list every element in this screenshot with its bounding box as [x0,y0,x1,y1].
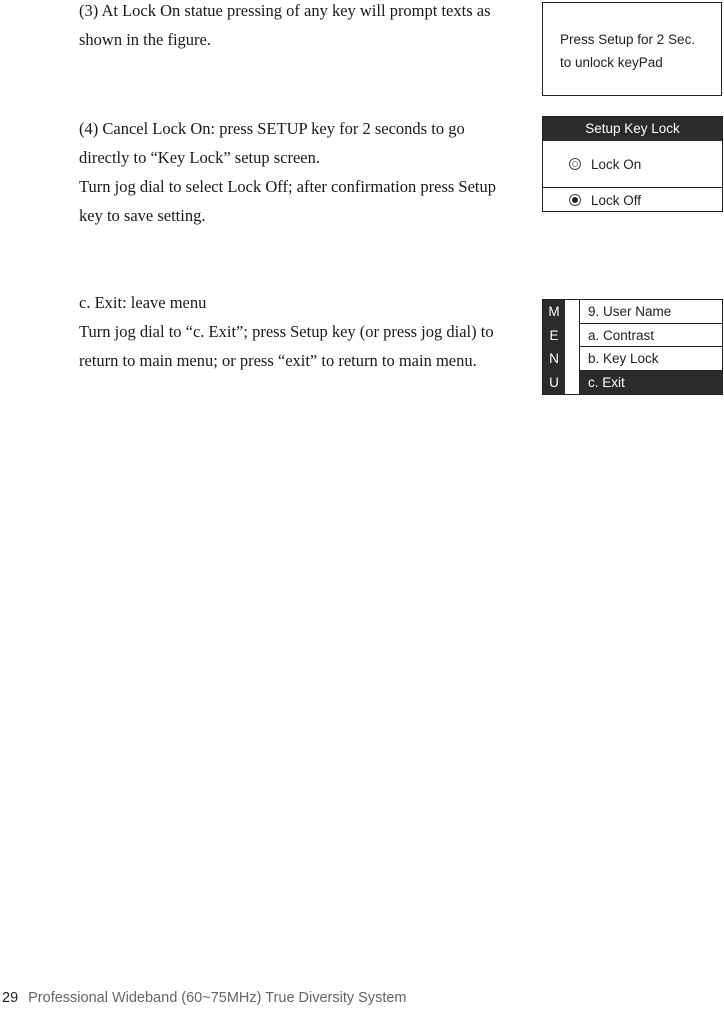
menu-letter: M [548,304,560,319]
lock-on-paragraph [79,0,519,54]
text-line: return to main menu; or press “exit” to return to main menu. [79,351,477,370]
option-label: Lock Off [591,192,642,208]
lock-off-option[interactable] [543,187,722,212]
radio-unselected-icon [569,158,581,170]
text-line: (3) At Lock On statue pressing of any key will prompt texts as [79,1,491,20]
menu-letter: E [549,327,559,343]
menu-divider [565,300,580,394]
exit-paragraph [79,288,519,375]
menu-list [580,300,722,394]
text-line: key to save setting. [79,206,206,225]
footer-text: Professional Wideband (60~75MHz) True Diversity System [28,990,407,1006]
text-line: c. Exit: leave menu [79,293,207,312]
menu-item-contrast[interactable]: a. Contrast [580,324,722,348]
lock-on-option[interactable] [543,141,722,187]
page-footer [2,990,407,1006]
text-line: shown in the figure. [79,30,211,49]
text-line: (4) Cancel Lock On: press SETUP key for 2 seconds to go [79,119,465,138]
text-line: Turn jog dial to “c. Exit”; press Setup key (or press jog dial) to [79,322,494,341]
text-line: directly to “Key Lock” setup screen. [79,148,320,167]
screen-text-line: Press Setup for 2 Sec. [560,32,696,47]
key-lock-title: Setup Key Lock [543,117,722,141]
menu-item-exit[interactable]: c. Exit [580,371,722,395]
screen-text-line: to unlock keyPad [560,55,663,70]
page-number: 29 [2,990,19,1006]
menu-item-user-name[interactable]: 9. User Name [580,300,722,324]
option-label: Lock On [591,156,642,172]
menu-letter: U [549,374,559,390]
unlock-message-screen [542,2,722,96]
key-lock-screen [542,116,723,212]
menu-screen [542,299,723,395]
text-line: Turn jog dial to select Lock Off; after confirmation press Setup [79,177,496,196]
radio-selected-icon [569,194,581,206]
cancel-lock-paragraph [79,114,519,230]
menu-item-key-lock[interactable]: b. Key Lock [580,347,722,371]
menu-letter: N [549,351,559,366]
menu-side-label [543,300,565,394]
